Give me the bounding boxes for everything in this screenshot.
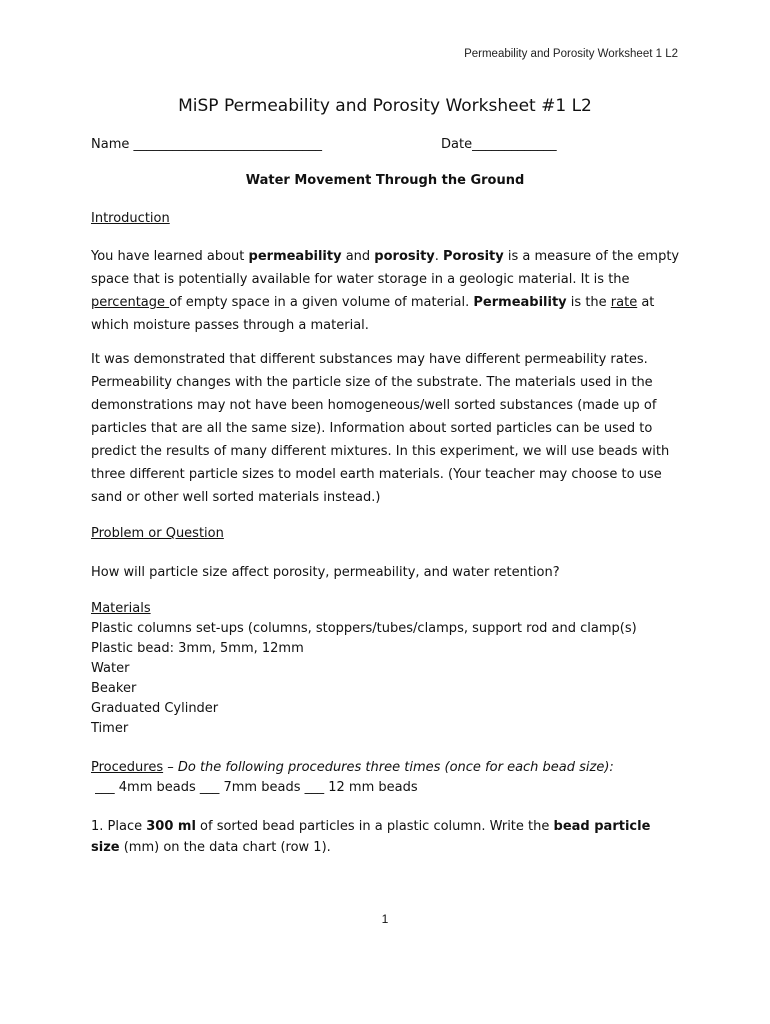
step1-volume: 300 ml [146,819,196,834]
materials-item: Water [91,661,130,676]
bead-size-checklist[interactable]: ___ 4mm beads ___ 7mm beads ___ 12 mm beads [91,780,418,795]
materials-item: Plastic bead: 3mm, 5mm, 12mm [91,641,304,656]
name-date-fields [91,137,557,152]
step1-bead-size: bead particle size [91,819,651,855]
procedures-section: Procedures – Do the following procedures three times (once for each bead size): ___ 4mm beads ___ 7mm beads ___ 12 mm beads [91,758,681,798]
running-header: Permeability and Porosity Worksheet 1 L2 [464,48,678,60]
page-title: MiSP Permeability and Porosity Worksheet #1 L2 [178,96,592,116]
introduction-section [91,211,681,226]
procedure-step-1: 1. Place 300 ml of sorted bead particles in a plastic column. Write the bead particle size (mm) on the data chart (row 1). [91,819,651,855]
materials-item: Graduated Cylinder [91,701,219,716]
procedures-instruction: Do the following procedures three times (once for each bead size): [177,760,614,775]
term-permeability: permeability [248,249,342,264]
materials-item: Timer [91,721,129,736]
problem-question: How will particle size affect porosity, permeability, and water retention? [91,565,560,580]
introduction-paragraph-1: You have learned about permeability and porosity. Porosity is a measure of the empty space that is potentially available for water storage in a geologic material. It is the percentage of empty space in a given volume of material. Permeability is the rate at which moisture passes through a material. [91,249,680,333]
introduction-heading: Introduction [91,211,170,226]
page-number: 1 [381,912,389,926]
term-porosity: porosity [374,249,435,264]
problem-section [91,526,681,541]
name-field[interactable]: Name _____________________________ [91,137,322,152]
term-rate: rate [610,295,638,310]
introduction-paragraph-2: It was demonstrated that different substances may have different permeability rates. Permeability changes with the particle size of the substrate. The materials used in the demonstrations may not have been homogeneous/well sorted substances (made up of particles that are all the same size). Information about sorted particles can be used to predict the results of many different mixtures. In this experiment, we will use beads with three different particle sizes to model earth materials. (Your teacher may choose to use sand or other well sorted materials instead.) [91,352,670,505]
materials-item: Beaker [91,681,137,696]
procedures-heading: Procedures [91,760,164,775]
section-subtitle: Water Movement Through the Ground [245,173,525,188]
materials-heading: Materials [91,601,151,616]
term-permeability-def: Permeability [473,295,567,310]
materials-item: Plastic columns set-ups (columns, stoppers/tubes/clamps, support rod and clamp(s) [91,621,637,636]
problem-heading: Problem or Question [91,526,224,541]
term-porosity-def: Porosity [443,249,504,264]
date-field[interactable]: Date_____________ [441,137,557,152]
materials-section [91,599,681,739]
term-percentage: percentage [91,295,170,310]
